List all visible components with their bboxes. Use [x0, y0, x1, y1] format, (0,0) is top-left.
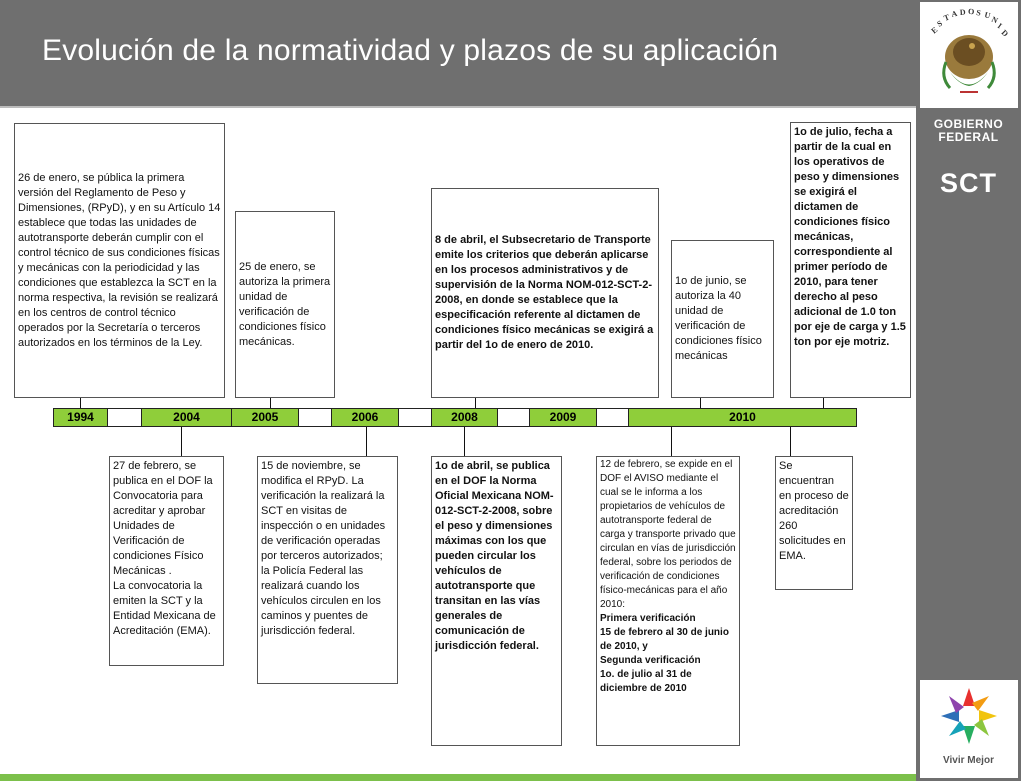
- event-2010-ema: [775, 456, 853, 590]
- event-2009-text: 1o de junio, se autoriza la 40 unidad de verificación de condiciones físico mecánicas: [675, 275, 762, 362]
- event-2005: [235, 211, 335, 398]
- svg-text:A: A: [950, 8, 959, 19]
- event-1994: [14, 123, 225, 398]
- mexico-seal: [920, 2, 1018, 108]
- bottom-accent-bar: [0, 774, 916, 781]
- page-title: Evolución de la normatividad y plazos de su aplicación: [42, 34, 779, 67]
- svg-text:E: E: [929, 25, 940, 36]
- year-2004: 2004: [142, 409, 232, 426]
- connector-2010-bottom: [671, 427, 672, 457]
- event-2004: [109, 456, 224, 666]
- event-2010-top-text: 1o de julio, fecha a partir de la cual en los operativos de peso y dimensiones se exigirá el dictamen de condiciones físico mecánicas, correspondiente al primer período de 2010, para tener derecho al peso adicional de 1.0 ton por eje de carga y 1.5 ton por eje motriz.: [794, 126, 906, 348]
- svg-text:D: D: [999, 28, 1011, 39]
- event-2008-top-text: 8 de abril, el Subsecretario de Transporte emite los criterios que deberán aplicarse en los procesos administrativos y de supervisión de la Norma NOM-012-SCT-2-2008, en donde se establece que la especificación referente al dictamen de condiciones físico mecánicas se exigirá a partir del 1o de enero de 2010.: [435, 234, 654, 351]
- gobierno-federal-logo: [916, 118, 1021, 144]
- vivir-mejor-label: Vivir Mejor: [943, 755, 994, 766]
- year-gap: [498, 409, 530, 426]
- timeline-bar: [53, 408, 857, 427]
- aviso-period-line-2: 15 de febrero al 30 de junio de 2010, y: [600, 627, 729, 652]
- svg-text:N: N: [990, 14, 1000, 26]
- connector-2010-top: [823, 398, 824, 408]
- event-2006: [257, 456, 398, 684]
- event-2004-text-1: 27 de febrero, se publica en el DOF la Convocatoria para acreditar y aprobar Unidades de Verificación de condiciones Físico Mecánicas .: [113, 460, 213, 577]
- event-2004-text-2: La convocatoria la emiten la SCT y la Entidad Mexicana de Acreditación (EMA).: [113, 580, 216, 637]
- svg-text:U: U: [983, 10, 992, 21]
- connector-1994: [80, 398, 81, 408]
- connector-2009: [700, 398, 701, 408]
- svg-text:S: S: [935, 18, 944, 29]
- event-2005-text: 25 de enero, se autoriza la primera unidad de verificación de condiciones físico mecánicas.: [239, 260, 331, 348]
- sct-logo: SCT: [940, 168, 997, 198]
- year-2010: 2010: [629, 409, 856, 426]
- connector-2010-ema: [790, 427, 791, 457]
- event-1994-text: 26 de enero, se pública la primera versión del Reglamento de Peso y Dimensiones, (RPyD), y en su Artículo 14 establece que todas las unidades de autotransporte deberán cumplir con el control técnico de sus condiciones físicas y mecánicas con la periodicidad y las condiciones que establezca la SCT en la norma respectiva, la revisión se realizará en los centros de control técnico operados por la Secretaría o terceros autorizados en los términos de la Ley.: [18, 171, 221, 349]
- year-2006: 2006: [332, 409, 399, 426]
- year-2008: 2008: [432, 409, 498, 426]
- event-2008-bottom-text: 1o de abril, se publica en el DOF la Norma Oficial Mexicana NOM-012-SCT-2-2008, sobre el peso y dimensiones máximas con los que pueden circular los vehículos de autotransporte que transitan en las vías generales de comunicación de jurisdicción federal.: [435, 460, 554, 652]
- event-2009: [671, 240, 774, 398]
- event-2010-top: [790, 122, 911, 398]
- event-2006-text: 15 de noviembre, se modifica el RPyD. La verificación la realizará la SCT en visitas de inspección o en unidades de verificación operadas por terceros autorizados; la Policía Federal las realizará cuando los vehículos circulen en los caminos y puentes de jurisdicción federal.: [261, 460, 386, 637]
- year-gap: [399, 409, 432, 426]
- year-2009: 2009: [530, 409, 597, 426]
- svg-text:O: O: [967, 7, 975, 17]
- year-2005: 2005: [232, 409, 299, 426]
- header-bar: [0, 0, 916, 108]
- aviso-period-line-3: Segunda verificación: [600, 655, 701, 666]
- connector-2005: [270, 398, 271, 408]
- federal-line: FEDERAL: [938, 130, 999, 144]
- event-2008-bottom: [431, 456, 562, 746]
- year-1994: 1994: [54, 409, 108, 426]
- svg-text:I: I: [995, 21, 1004, 31]
- connector-2004: [181, 427, 182, 457]
- year-gap: [299, 409, 332, 426]
- brand-sidebar: [916, 0, 1021, 781]
- svg-text:D: D: [959, 7, 966, 17]
- event-2010-ema-text: Se encuentran en proceso de acreditación 260 solicitudes en EMA.: [779, 460, 849, 562]
- connector-2006: [366, 427, 367, 457]
- year-gap: [597, 409, 629, 426]
- event-2010-aviso-text: 12 de febrero, se expide en el DOF el AVISO mediante el cual se le informa a los propietarios de vehículos de autotransporte federal de carga y transporte privado que circulan en vías de jurisdicción federal, sobre los periodos de verificación de condiciones físico-mecánicas para el año 2010:: [600, 459, 736, 610]
- event-2010-aviso: [596, 456, 740, 746]
- connector-2008-top: [475, 398, 476, 408]
- event-2008-top: [431, 188, 659, 398]
- seal-lettering: [930, 7, 1011, 39]
- vivir-mejor-flower-icon: [920, 680, 1018, 752]
- gobierno-line: GOBIERNO: [933, 117, 1004, 131]
- aviso-period-line-1: Primera verificación: [600, 613, 696, 624]
- connector-2008-bottom: [464, 427, 465, 457]
- svg-text:T: T: [942, 12, 951, 23]
- year-gap: [108, 409, 142, 426]
- eagle-seal-icon: [920, 2, 1018, 108]
- aviso-period-line-4: 1o. de julio al 31 de diciembre de 2010: [600, 669, 692, 694]
- svg-text:S: S: [975, 8, 982, 18]
